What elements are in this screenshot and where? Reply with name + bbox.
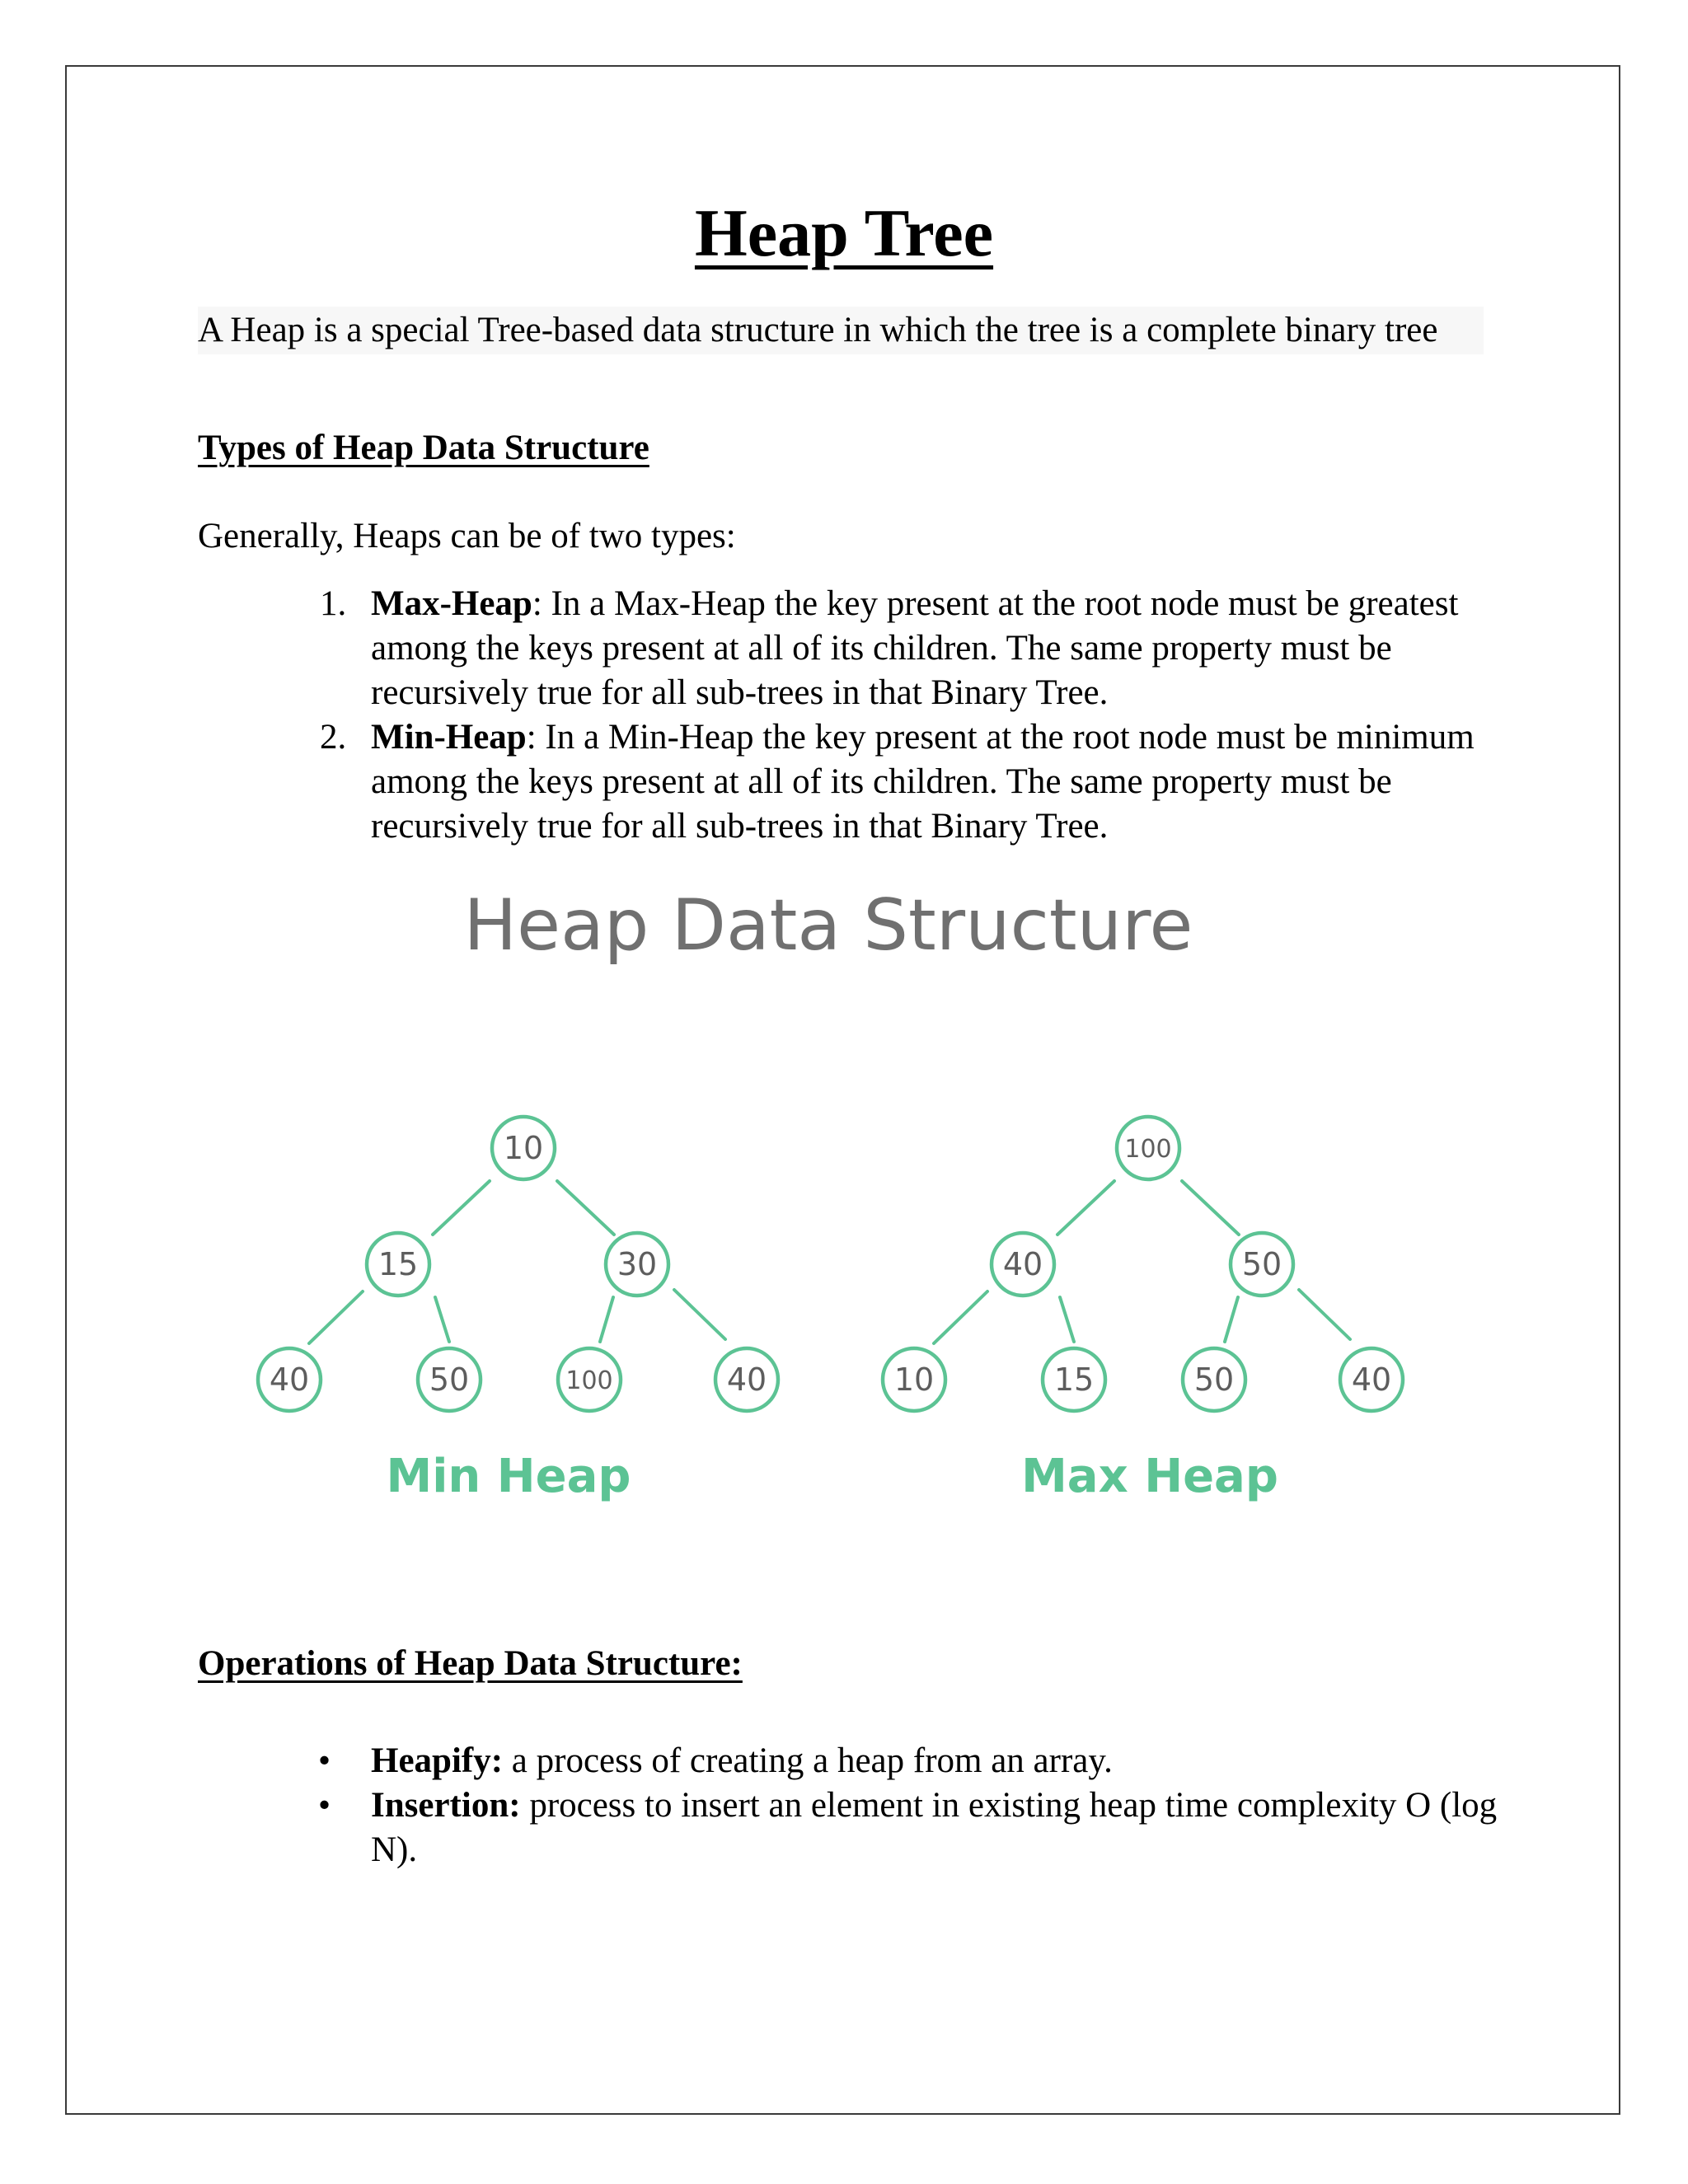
page-title: Heap Tree [694, 195, 994, 270]
node-value: 40 [1351, 1361, 1392, 1398]
node-value: 10 [893, 1361, 935, 1398]
node-value: 40 [726, 1361, 767, 1398]
tree-node [883, 1348, 945, 1411]
bullet-icon: • [318, 1786, 331, 1825]
tree-edge [557, 1181, 614, 1235]
node-value: 30 [617, 1246, 658, 1282]
tree-node [1043, 1348, 1105, 1411]
node-value: 100 [565, 1366, 613, 1395]
term-heapify: Heapify: [371, 1741, 504, 1780]
list-item-min-heap [320, 715, 1508, 849]
max-heap-label: Max Heap [1021, 1450, 1278, 1503]
intro-paragraph: A Heap is a special Tree-based data structure in which the tree is a complete binary tree [198, 307, 1484, 354]
tree-node [1231, 1233, 1293, 1296]
tree-node [992, 1233, 1054, 1296]
diagram-title: Heap Data Structure [463, 884, 1193, 967]
node-value: 10 [503, 1130, 544, 1166]
tree-node [258, 1348, 321, 1411]
min-heap-label: Min Heap [386, 1450, 631, 1503]
tree-node [1183, 1348, 1245, 1411]
tree-edge [435, 1297, 449, 1342]
min-heap-nodes [258, 1117, 778, 1411]
tree-edge [309, 1291, 363, 1343]
tree-edge [1182, 1181, 1239, 1235]
list-number: 1. [320, 584, 347, 623]
term-insertion: Insertion: [371, 1786, 521, 1825]
tree-node [418, 1348, 481, 1411]
operations-list [318, 1739, 1508, 1872]
tree-edge [1299, 1290, 1350, 1339]
tree-edge [1060, 1297, 1074, 1342]
min-heap-description: : In a Min-Heap the key present at the root node must be minimum among the keys present at all of its children. The same property must be recursively true for all sub-trees in that Binary Tree. [371, 718, 1475, 846]
term-max-heap: Max-Heap [371, 584, 532, 623]
heap-types-list [320, 582, 1508, 849]
node-value: 50 [1193, 1361, 1235, 1398]
tree-edge [1225, 1297, 1238, 1342]
tree-edge [433, 1181, 490, 1235]
types-intro-text: Generally, Heaps can be of two types: [198, 517, 736, 555]
tree-edge [674, 1290, 725, 1339]
operations-heading: Operations of Heap Data Structure: [198, 1644, 743, 1683]
heap-diagram [0, 874, 1688, 1533]
tree-node [558, 1348, 621, 1411]
node-value: 15 [1053, 1361, 1095, 1398]
list-number: 2. [320, 718, 347, 757]
tree-node [1340, 1348, 1403, 1411]
node-value: 40 [1002, 1246, 1043, 1282]
tree-node [367, 1233, 429, 1296]
bullet-icon: • [318, 1741, 331, 1780]
types-heading: Types of Heap Data Structure [198, 429, 649, 467]
list-item-max-heap [320, 582, 1508, 715]
node-value: 100 [1124, 1135, 1172, 1164]
tree-edge [934, 1291, 987, 1343]
tree-edge [1057, 1181, 1114, 1235]
node-value: 40 [269, 1361, 310, 1398]
tree-node [492, 1117, 555, 1179]
insertion-description: process to insert an element in existing heap time complexity O (log N). [371, 1786, 1498, 1869]
node-value: 50 [429, 1361, 470, 1398]
list-item-heapify [318, 1739, 1508, 1783]
max-heap-description: : In a Max-Heap the key present at the root node must be greatest among the keys present at all of its children. The same property must be recursively true for all sub-trees in that Binary Tree. [371, 584, 1459, 712]
term-min-heap: Min-Heap [371, 718, 527, 757]
node-value: 15 [377, 1246, 419, 1282]
tree-node [715, 1348, 778, 1411]
list-item-insertion [318, 1783, 1508, 1872]
node-value: 50 [1241, 1246, 1282, 1282]
tree-edge [600, 1297, 613, 1342]
heapify-description: a process of creating a heap from an array. [503, 1741, 1113, 1780]
max-heap-nodes [883, 1117, 1403, 1411]
tree-node [606, 1233, 668, 1296]
tree-node [1117, 1117, 1179, 1179]
